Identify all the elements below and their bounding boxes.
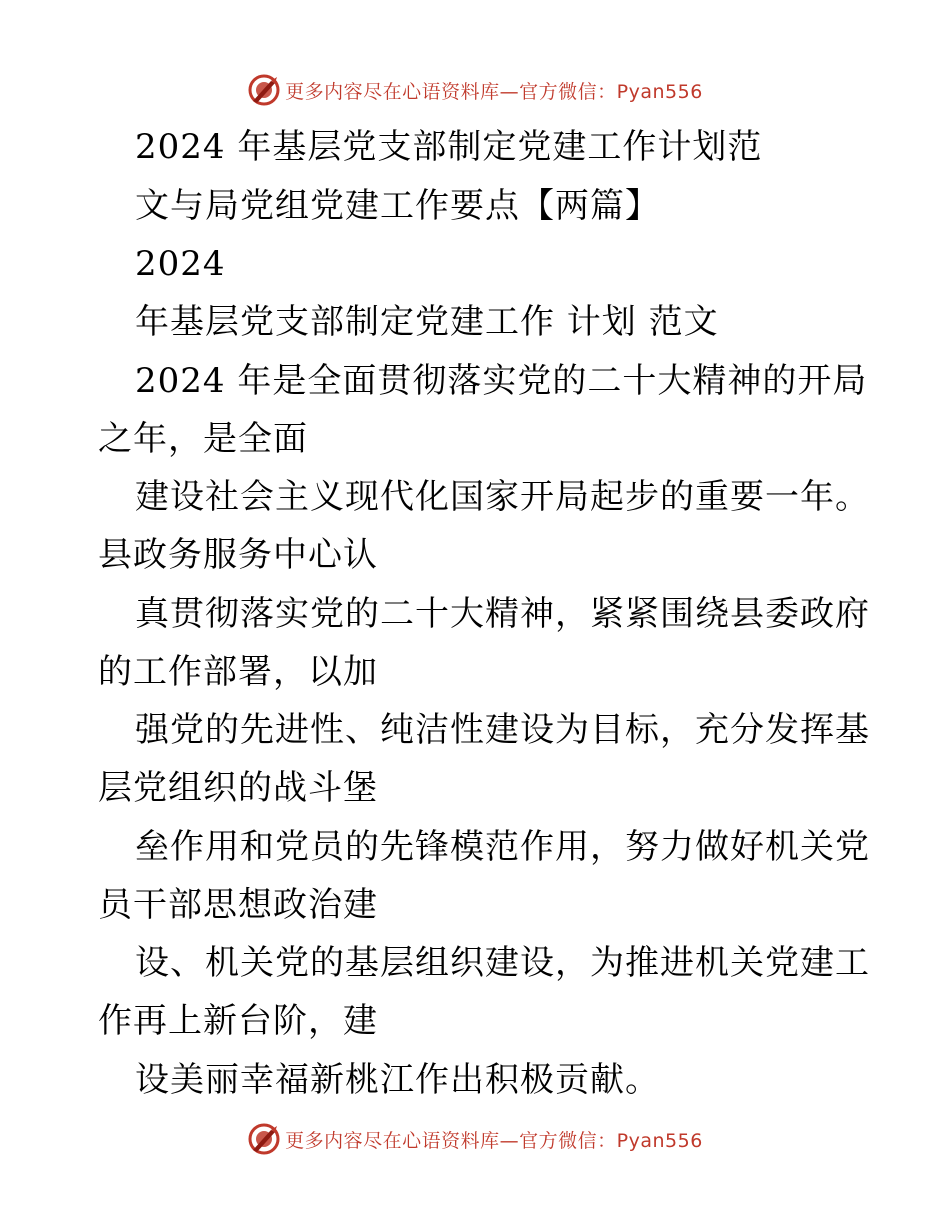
banner-slogan: 更多内容尽在心语资料库—官方微信： [285,80,617,103]
doc-subtitle-year: 2024 [135,244,226,284]
banner-wechat-id: Pyan556 [616,1129,703,1152]
banner-slogan: 更多内容尽在心语资料库—官方微信： [285,1129,617,1152]
doc-paragraph-line: 作再上新台阶，建 [98,1001,378,1041]
doc-paragraph-line: 员干部思想政治建 [98,885,378,925]
footer-watermark-banner [0,1119,950,1159]
pen-logo-icon [247,1122,281,1156]
doc-subtitle-line: 年基层党支部制定党建工作 计划 范文 [135,302,719,342]
doc-paragraph-line: 之年，是全面 [98,419,308,459]
doc-paragraph-line: 强党的先进性、纯洁性建设为目标，充分发挥基 [135,710,870,750]
doc-paragraph-line: 建设社会主义现代化国家开局起步的重要一年。 [135,477,870,517]
doc-paragraph-line: 设、机关党的基层组织建设，为推进机关党建工 [135,943,870,983]
doc-title-line-2: 文与局党组党建工作要点【两篇】 [135,186,660,226]
doc-paragraph-line: 真贯彻落实党的二十大精神，紧紧围绕县委政府 [135,594,870,634]
doc-paragraph-line: 2024 年是全面贯彻落实党的二十大精神的开局 [135,361,868,401]
banner-wechat-id: Pyan556 [616,80,703,103]
doc-title-line-1: 2024 年基层党支部制定党建工作计划范 [135,127,763,167]
doc-paragraph-line: 的工作部署，以加 [98,652,378,692]
banner-text [285,1126,703,1153]
doc-paragraph-line: 层党组织的战斗堡 [98,768,378,808]
doc-paragraph-line: 县政务服务中心认 [98,535,378,575]
doc-paragraph-line: 设美丽幸福新桃江作出积极贡献。 [135,1060,660,1100]
doc-paragraph-line: 垒作用和党员的先锋模范作用，努力做好机关党 [135,827,870,867]
